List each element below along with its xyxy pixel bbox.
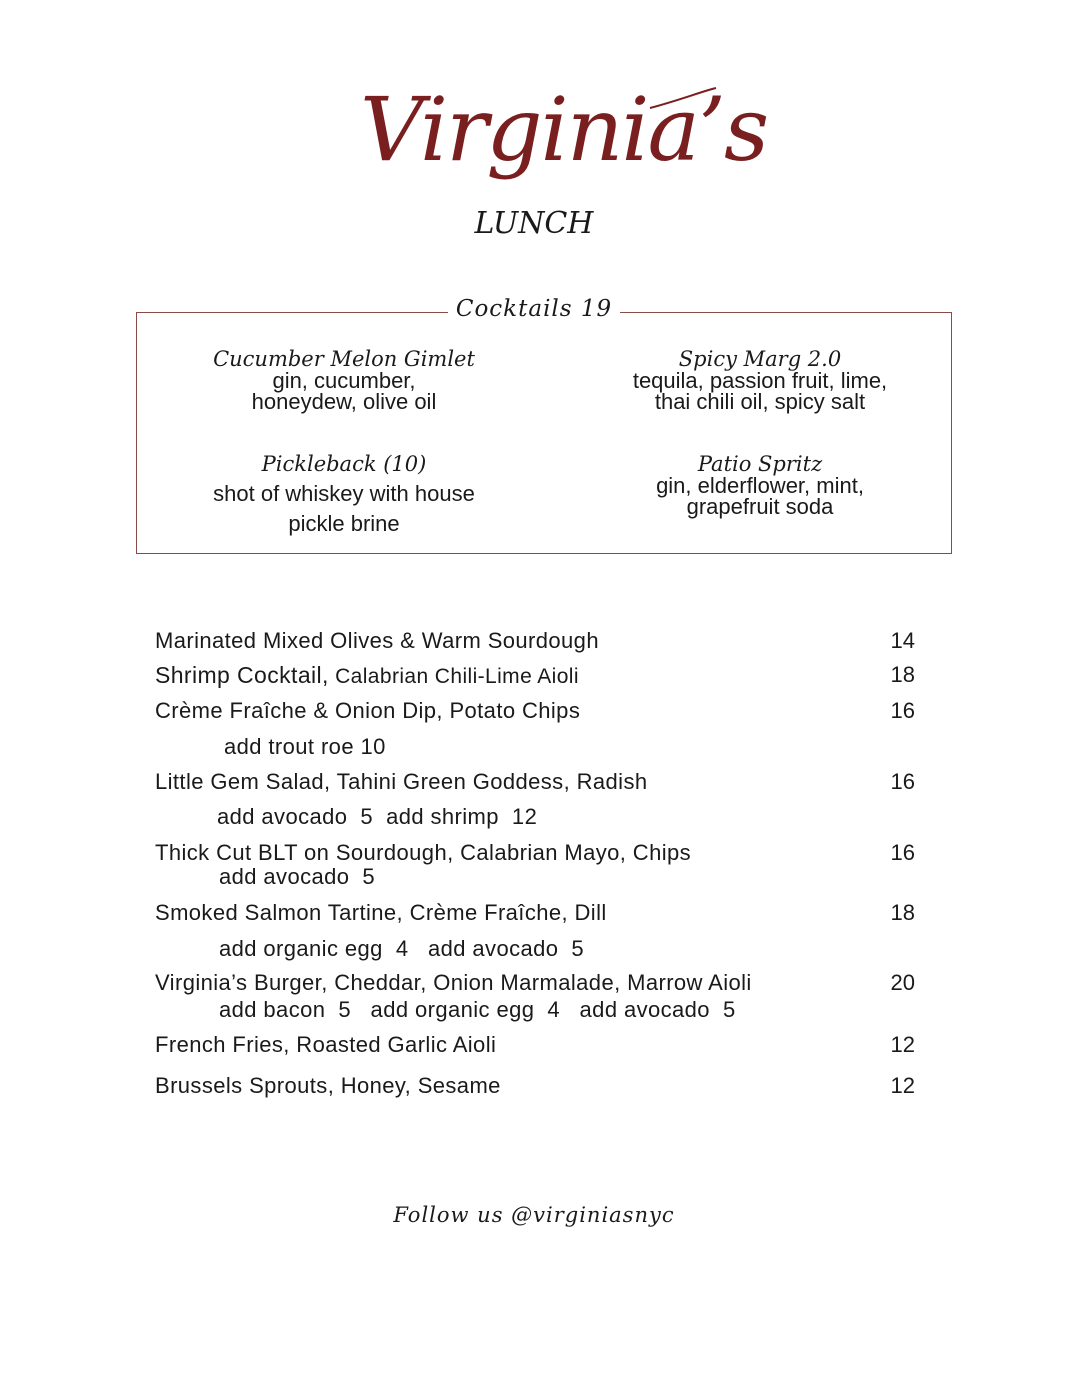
menu-price: 20 [890, 970, 915, 995]
menu-item [155, 662, 579, 689]
menu-price: 14 [890, 628, 915, 653]
cocktail-desc-line: thai chili oil, spicy salt [654, 389, 866, 414]
menu-price: 16 [890, 769, 915, 794]
cocktail-pickleback [164, 453, 524, 539]
cocktail-cucumber-melon-gimlet [174, 348, 514, 412]
menu-addon: add avocado 5 add shrimp 12 [217, 804, 538, 829]
menu-price: 16 [890, 698, 915, 723]
cocktail-name: Pickleback (10) [261, 452, 427, 476]
cocktail-desc-line: shot of whiskey with house [213, 481, 475, 506]
menu-item: Crème Fraîche & Onion Dip, Potato Chips [155, 698, 581, 723]
menu-price: 12 [890, 1073, 915, 1098]
menu-item: Virginia’s Burger, Cheddar, Onion Marmalade, Marrow Aioli [155, 970, 752, 995]
menu-item: Marinated Mixed Olives & Warm Sourdough [155, 628, 599, 653]
social-footer: Follow us @virginiasnyc [393, 1203, 675, 1227]
menu-item: French Fries, Roasted Garlic Aioli [155, 1032, 497, 1057]
menu-item: Smoked Salmon Tartine, Crème Fraîche, Dill [155, 900, 607, 925]
menu-price: 18 [890, 662, 915, 687]
cocktail-desc-line: pickle brine [288, 511, 400, 536]
menu-addon: add avocado 5 [219, 864, 376, 889]
logo-wordmark: Virginia’s [360, 78, 768, 181]
virginias-logo [350, 30, 768, 210]
menu-item: Brussels Sprouts, Honey, Sesame [155, 1073, 501, 1098]
cocktails-title: Cocktails 19 [448, 296, 620, 322]
menu-price: 12 [890, 1032, 915, 1057]
menu-item-rest: Calabrian Chili-Lime Aioli [328, 665, 579, 688]
menu-addon: add trout roe 10 [224, 734, 386, 759]
menu-price: 16 [890, 840, 915, 865]
cocktail-desc-line: tequila, passion fruit, lime, [632, 368, 888, 393]
cocktails-heading [0, 296, 1068, 322]
menu-price: 18 [890, 900, 915, 925]
menu-title: LUNCH [474, 206, 594, 241]
cocktail-desc-line: honeydew, olive oil [251, 389, 437, 414]
menu-addon: add organic egg 4 add avocado 5 [219, 936, 585, 961]
cocktail-spicy-marg [590, 348, 930, 412]
menu-item: Little Gem Salad, Tahini Green Goddess, Radish [155, 769, 648, 794]
cocktail-desc-line: gin, elderflower, mint, [656, 473, 864, 498]
cocktail-name: Spicy Marg 2.0 [678, 347, 842, 371]
cocktail-patio-spritz [590, 453, 930, 517]
cocktail-name: Cucumber Melon Gimlet [213, 347, 475, 371]
menu-addon: add bacon 5 add organic egg 4 add avocado 5 [219, 997, 736, 1022]
cocktail-name: Patio Spritz [697, 452, 823, 476]
cocktail-desc-line: gin, cucumber, [272, 368, 416, 393]
menu-item-main: Shrimp Cocktail, [155, 662, 329, 688]
cocktail-desc-line: grapefruit soda [686, 494, 834, 519]
menu-item: Thick Cut BLT on Sourdough, Calabrian Mayo, Chips [155, 840, 692, 865]
